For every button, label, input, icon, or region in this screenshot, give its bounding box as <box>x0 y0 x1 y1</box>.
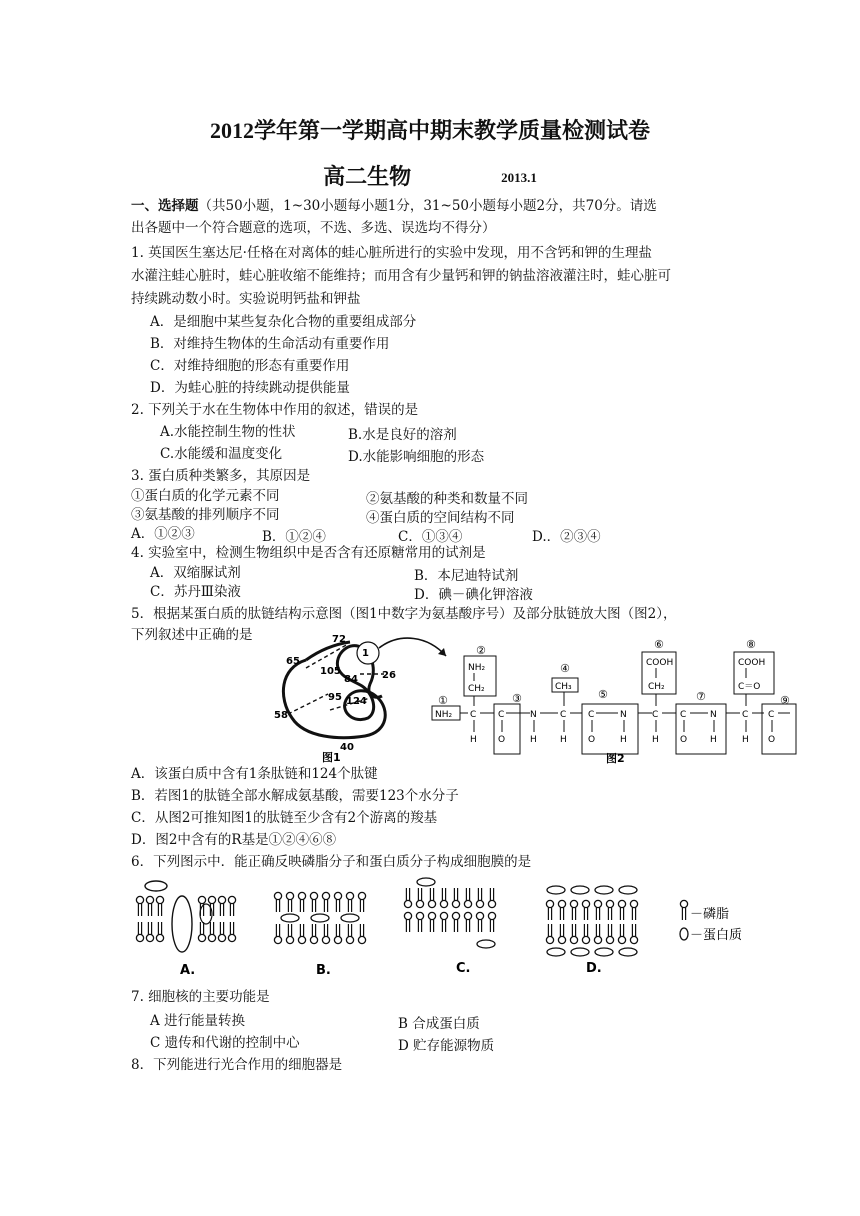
svg-text:H: H <box>652 735 659 745</box>
q5-option-b: B．若图1的肽链全部水解成氨基酸，需要123个水分子 <box>131 788 459 804</box>
svg-text:H: H <box>620 735 627 745</box>
fig1-num-72: 72 <box>332 634 346 645</box>
membrane-option-b <box>274 892 365 978</box>
svg-text:H: H <box>560 735 567 745</box>
svg-text:C: C <box>498 710 505 720</box>
fig2-marker-3: ③ <box>512 692 522 705</box>
svg-text:O: O <box>768 735 776 745</box>
q2-option-c: C.水能缓和温度变化 <box>160 446 283 462</box>
svg-text:C: C <box>588 710 595 720</box>
q2-option-d: D.水能影响细胞的形态 <box>348 449 485 465</box>
membrane-label-c: C. <box>456 961 471 976</box>
q5-option-a: A．该蛋白质中含有1条肽链和124个肽键 <box>131 766 378 782</box>
q3-statement-3: ③氨基酸的排列顺序不同 <box>131 507 280 523</box>
fig2-marker-2: ② <box>476 644 486 657</box>
fig2-marker-8: ⑧ <box>746 638 756 651</box>
exam-date: 2013.1 <box>501 170 537 185</box>
q3-stem: 3. 蛋白质种类繁多，其原因是 <box>131 468 311 484</box>
q3-option-c: C．①③④ <box>398 529 463 545</box>
svg-text:C: C <box>560 710 567 720</box>
fig2-marker-7: ⑦ <box>696 690 706 703</box>
q1-stem-2: 水灌注蛙心脏时，蛙心脏收缩不能维持；而用含有少量钙和钾的钠盐溶液灌注时，蛙心脏可 <box>131 268 671 284</box>
q5-stem-2: 下列叙述中正确的是 <box>131 627 253 643</box>
fig2-marker-9: ⑨ <box>780 694 790 707</box>
fig1-num-65: 65 <box>286 656 300 667</box>
svg-text:H: H <box>710 735 717 745</box>
svg-text:H: H <box>742 735 749 745</box>
exam-title: 2012学年第一学期高中期末教学质量检测试卷 <box>209 118 650 143</box>
fig2-marker-6: ⑥ <box>654 638 664 651</box>
q1-option-b: B．对维持生物体的生命活动有重要作用 <box>150 336 390 352</box>
svg-text:H: H <box>530 735 537 745</box>
fig1-num-124: 124 <box>346 696 367 707</box>
q4-stem: 4. 实验室中，检测生物组织中是否含有还原糖常用的试剂是 <box>131 545 486 561</box>
svg-text:O: O <box>588 735 596 745</box>
q1-stem-3: 持续跳动数小时。实验说明钙盐和钾盐 <box>131 291 361 307</box>
figure-2-peptide-detail <box>428 634 808 770</box>
svg-text:H: H <box>470 735 477 745</box>
fig2-label: 图2 <box>606 752 625 765</box>
q4-option-b: B．本尼迪特试剂 <box>414 568 519 584</box>
fig1-num-105: 105 <box>320 666 341 677</box>
fig1-num-84: 84 <box>344 674 358 685</box>
q2-option-b: B.水是良好的溶剂 <box>348 427 457 443</box>
q1-option-a: A．是细胞中某些复杂化合物的重要组成部分 <box>150 314 417 330</box>
q8-stem: 8．下列能进行光合作用的细胞器是 <box>131 1057 343 1073</box>
svg-text:C: C <box>680 710 687 720</box>
section-instructions: 一、选择题（共50小题，1~30小题每小题1分，31~50小题每小题2分，共70分。请选 <box>131 198 657 214</box>
svg-text:C＝O: C＝O <box>738 682 761 692</box>
membrane-option-c <box>404 878 495 976</box>
q5-stem-1: 5．根据某蛋白质的肽链结构示意图（图1中数字为氨基酸序号）及部分肽链放大图（图2）， <box>131 606 677 622</box>
svg-text:O: O <box>498 735 506 745</box>
q1-option-d: D．为蛙心脏的持续跳动提供能量 <box>150 380 350 396</box>
figure-membrane-options <box>130 874 770 980</box>
q5-option-d: D．图2中含有的R基是①②④⑥⑧ <box>131 832 337 848</box>
q7-stem: 7. 细胞核的主要功能是 <box>131 989 270 1005</box>
fig1-num-95: 95 <box>328 692 342 703</box>
svg-text:N: N <box>530 710 537 720</box>
fig1-num-58: 58 <box>274 710 288 721</box>
membrane-label-b: B. <box>316 963 331 978</box>
svg-text:COOH: COOH <box>738 658 766 668</box>
q2-stem: 2. 下列关于水在生物体中作用的叙述，错误的是 <box>131 402 419 418</box>
svg-text:C: C <box>470 710 477 720</box>
q7-option-c: C 遗传和代谢的控制中心 <box>150 1035 300 1051</box>
exam-subtitle <box>0 160 860 191</box>
svg-text:N: N <box>620 710 627 720</box>
svg-text:NH₂: NH₂ <box>468 663 486 673</box>
fig2-marker-5: ⑤ <box>598 688 608 701</box>
q2-option-a: A.水能控制生物的性状 <box>160 424 296 440</box>
svg-text:CH₃: CH₃ <box>555 682 572 692</box>
q7-option-a: A 进行能量转换 <box>150 1013 246 1029</box>
q5-option-c: C．从图2可推知图1的肽链至少含有2个游离的羧基 <box>131 810 438 826</box>
svg-text:CH₂: CH₂ <box>648 682 665 692</box>
fig2-marker-4: ④ <box>560 662 570 675</box>
membrane-option-d <box>546 886 637 976</box>
q3-option-a: A．①②③ <box>131 526 195 542</box>
svg-text:C: C <box>768 710 775 720</box>
svg-text:O: O <box>680 735 688 745</box>
q6-stem: 6．下列图示中．能正确反映磷脂分子和蛋白质分子构成细胞膜的是 <box>131 854 532 870</box>
q4-option-d: D．碘－碘化钾溶液 <box>414 587 533 603</box>
q4-option-a: A．双缩脲试剂 <box>150 565 241 581</box>
svg-text:C: C <box>652 710 659 720</box>
svg-text:N: N <box>710 710 717 720</box>
svg-text:CH₂: CH₂ <box>468 684 485 694</box>
fig1-num-26: 26 <box>382 670 396 681</box>
membrane-label-d: D. <box>586 961 602 976</box>
q3-statement-4: ④蛋白质的空间结构不同 <box>366 510 515 526</box>
q7-option-b: B 合成蛋白质 <box>398 1016 480 1032</box>
q7-option-d: D 贮存能源物质 <box>398 1038 495 1054</box>
q3-statement-1: ①蛋白质的化学元素不同 <box>131 488 280 504</box>
q3-statement-2: ②氨基酸的种类和数量不同 <box>366 491 528 507</box>
membrane-legend <box>680 900 742 943</box>
membrane-label-a: A. <box>180 963 196 978</box>
fig1-num-1: 1 <box>362 648 369 659</box>
q3-option-d: D.．②③④ <box>532 529 601 545</box>
section-heading: 一、选择题 <box>131 198 199 214</box>
q3-option-b: B．①②④ <box>262 529 326 545</box>
membrane-option-a <box>136 881 235 978</box>
subject-label: 高二生物 <box>323 164 412 189</box>
legend-protein: －蛋白质 <box>690 928 743 943</box>
section-instructions-2: 出各题中一个符合题意的选项，不选、多选、误选均不得分） <box>131 220 496 236</box>
q1-option-c: C．对维持细胞的形态有重要作用 <box>150 358 350 374</box>
svg-text:COOH: COOH <box>646 658 674 668</box>
fig2-marker-1: ① <box>438 694 448 707</box>
fig1-num-40: 40 <box>340 742 354 753</box>
fig1-label: 图1 <box>322 751 341 763</box>
legend-phospholipid: －磷脂 <box>690 907 730 922</box>
q1-stem-1: 1. 英国医生塞达尼·任格在对离体的蛙心脏所进行的实验中发现，用不含钙和钾的生理盐 <box>131 245 652 261</box>
q4-option-c: C．苏丹Ⅲ染液 <box>150 584 241 600</box>
svg-text:NH₂: NH₂ <box>435 710 453 720</box>
svg-text:C: C <box>742 710 749 720</box>
